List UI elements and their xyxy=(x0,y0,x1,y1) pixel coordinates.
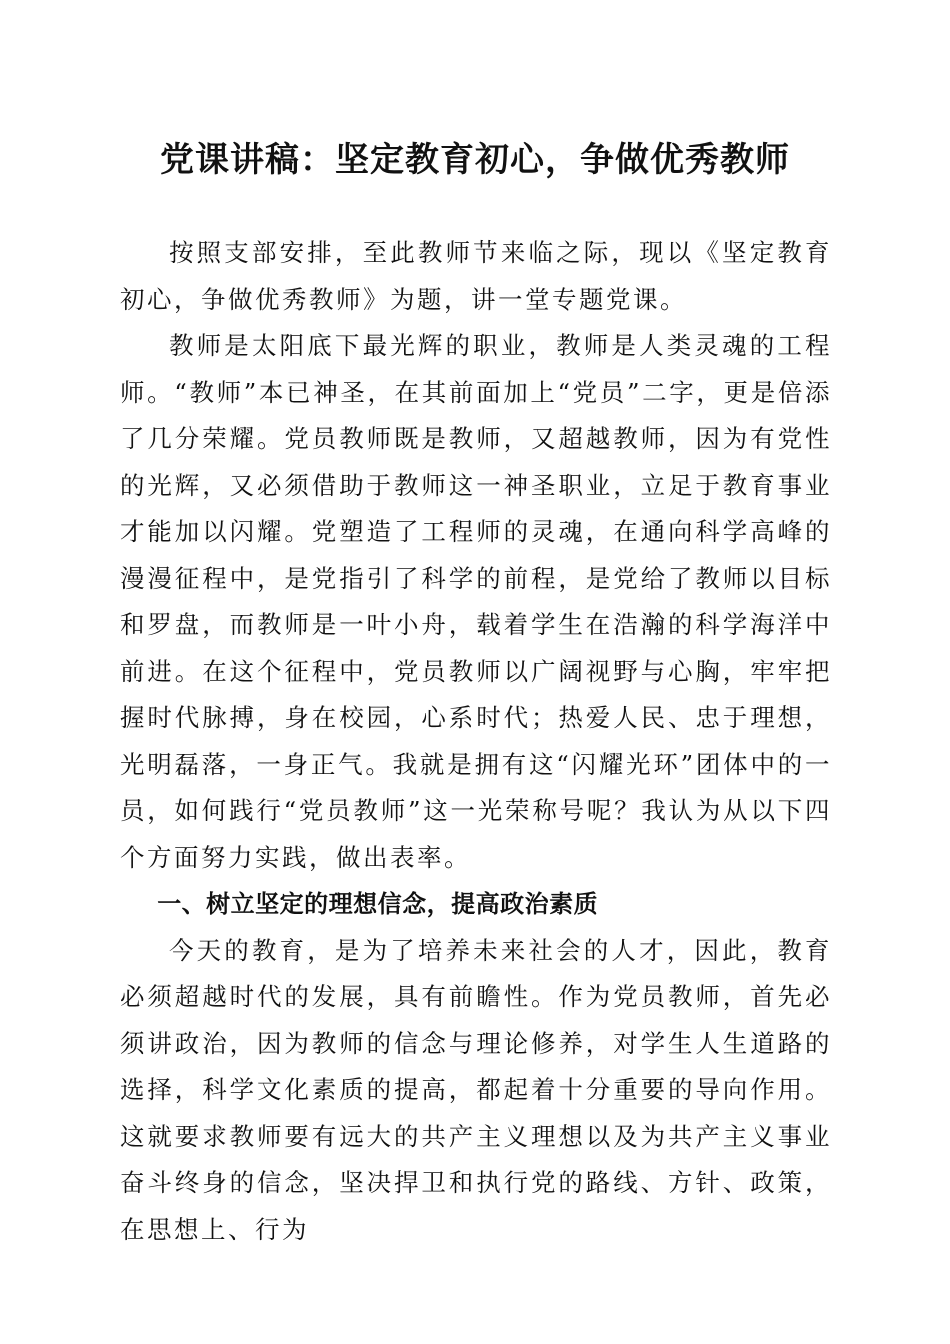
section-heading-1: 一、树立坚定的理想信念，提高政治素质 xyxy=(157,890,599,918)
paragraph-teacher-role: 教师是太阳底下最光辉的职业，教师是人类灵魂的工程师。“教师”本已神圣，在其前面加上“党员”二字，更是倍添了几分荣耀。党员教师既是教师，又超越教师，因为有党性的光辉，又必须借助于教师这一神圣职业，立足于教育事业才能加以闪耀。党塑造了工程师的灵魂，在通向科学高峰的漫漫征程中，是党指引了科学的前程，是党给了教师以目标和罗盘，而教师是一叶小舟，载着学生在浩瀚的科学海洋中前进。在这个征程中，党员教师以广阔视野与心胸，牢牢把握时代脉搏，身在校园，心系时代；热爱人民、忠于理想，光明磊落，一身正气。我就是拥有这“闪耀光环”团体中的一员，如何践行“党员教师”这一光荣称号呢？我认为从以下四个方面努力实践，做出表率。 xyxy=(120,331,832,872)
document-title: 党课讲稿：坚定教育初心，争做优秀教师 xyxy=(160,140,790,180)
section-1-paragraph: 今天的教育，是为了培养未来社会的人才，因此，教育必须超越时代的发展，具有前瞻性。作为党员教师，首先必须讲政治，因为教师的信念与理论修养，对学生人生道路的选择，科学文化素质的提高，都起着十分重要的导向作用。这就要求教师要有远大的共产主义理想以及为共产主义事业奋斗终身的信念，坚决捍卫和执行党的路线、方针、政策，在思想上、行为 xyxy=(120,935,832,1244)
paragraph-intro: 按照支部安排，至此教师节来临之际，现以《坚定教育初心，争做优秀教师》为题，讲一堂专题党课。 xyxy=(120,238,832,314)
document-body xyxy=(120,230,832,1253)
